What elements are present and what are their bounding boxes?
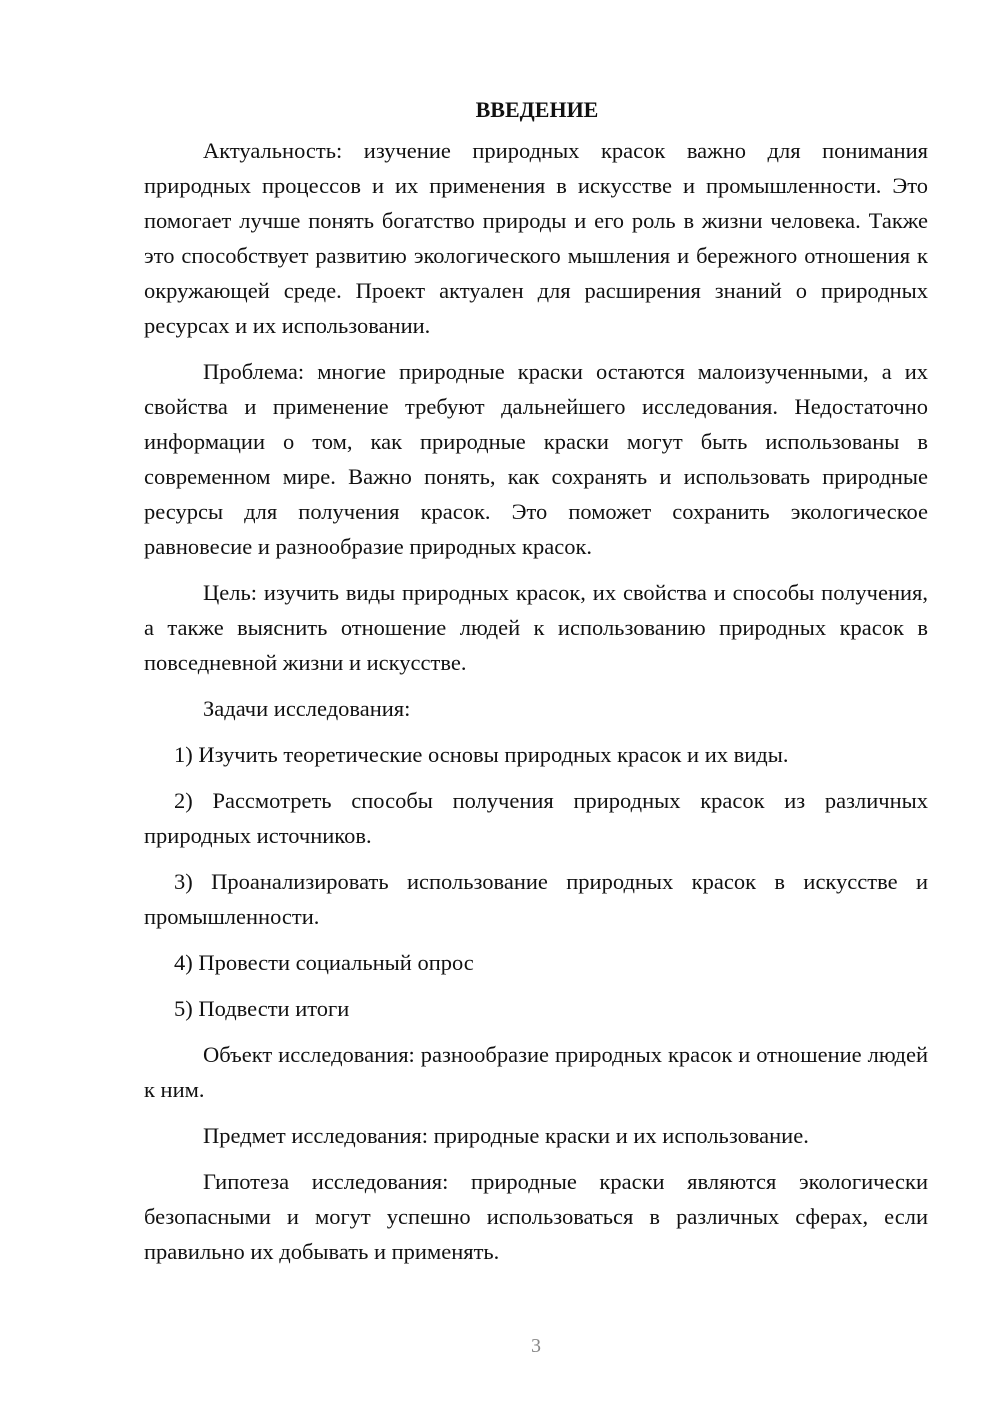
page-content [144,92,928,1280]
paragraph-subject: Предмет исследования: природные краски и их использование. [203,1123,809,1148]
page-number: 3 [531,1335,541,1357]
task-item-1: 1) Изучить теоретические основы природных красок и их виды. [174,742,789,767]
paragraph-object: Объект исследования: разнообразие природных красок и отношение людей к ним. [144,1042,928,1102]
task-item-3: 3) Проанализировать использование природных красок в искусстве и промышленности. [144,869,928,929]
task-item-5: 5) Подвести итоги [174,996,350,1021]
task-item-2: 2) Рассмотреть способы получения природных красок из различных природных источников. [144,788,928,848]
section-heading: ВВЕДЕНИЕ [475,97,599,122]
paragraph-relevance: Актуальность: изучение природных красок важно для понимания природных процессов и их применения в искусстве и промышленности. Это помогает лучше понять богатство природы и его роль в жизни человека. Также это способствует развитию экологического мышления и бережного отношения к окружающей среде. Проект актуален для расширения знаний о природных ресурсах и их использовании. [144,138,928,338]
paragraph-goal: Цель: изучить виды природных красок, их свойства и способы получения, а также выяснить отношение людей к использованию природных красок в повседневной жизни и искусстве. [144,580,928,675]
task-item-4: 4) Провести социальный опрос [174,950,474,975]
paragraph-hypothesis: Гипотеза исследования: природные краски являются экологически безопасными и могут успешно использоваться в различных сферах, если правильно их добывать и применять. [144,1169,928,1264]
paragraph-problem: Проблема: многие природные краски остаются малоизученными, а их свойства и применение требуют дальнейшего исследования. Недостаточно информации о том, как природные краски могут быть использованы в современном мире. Важно понять, как сохранять и использовать природные ресурсы для получения красок. Это поможет сохранить экологическое равновесие и разнообразие природных красок. [144,359,928,559]
tasks-title: Задачи исследования: [203,696,411,721]
